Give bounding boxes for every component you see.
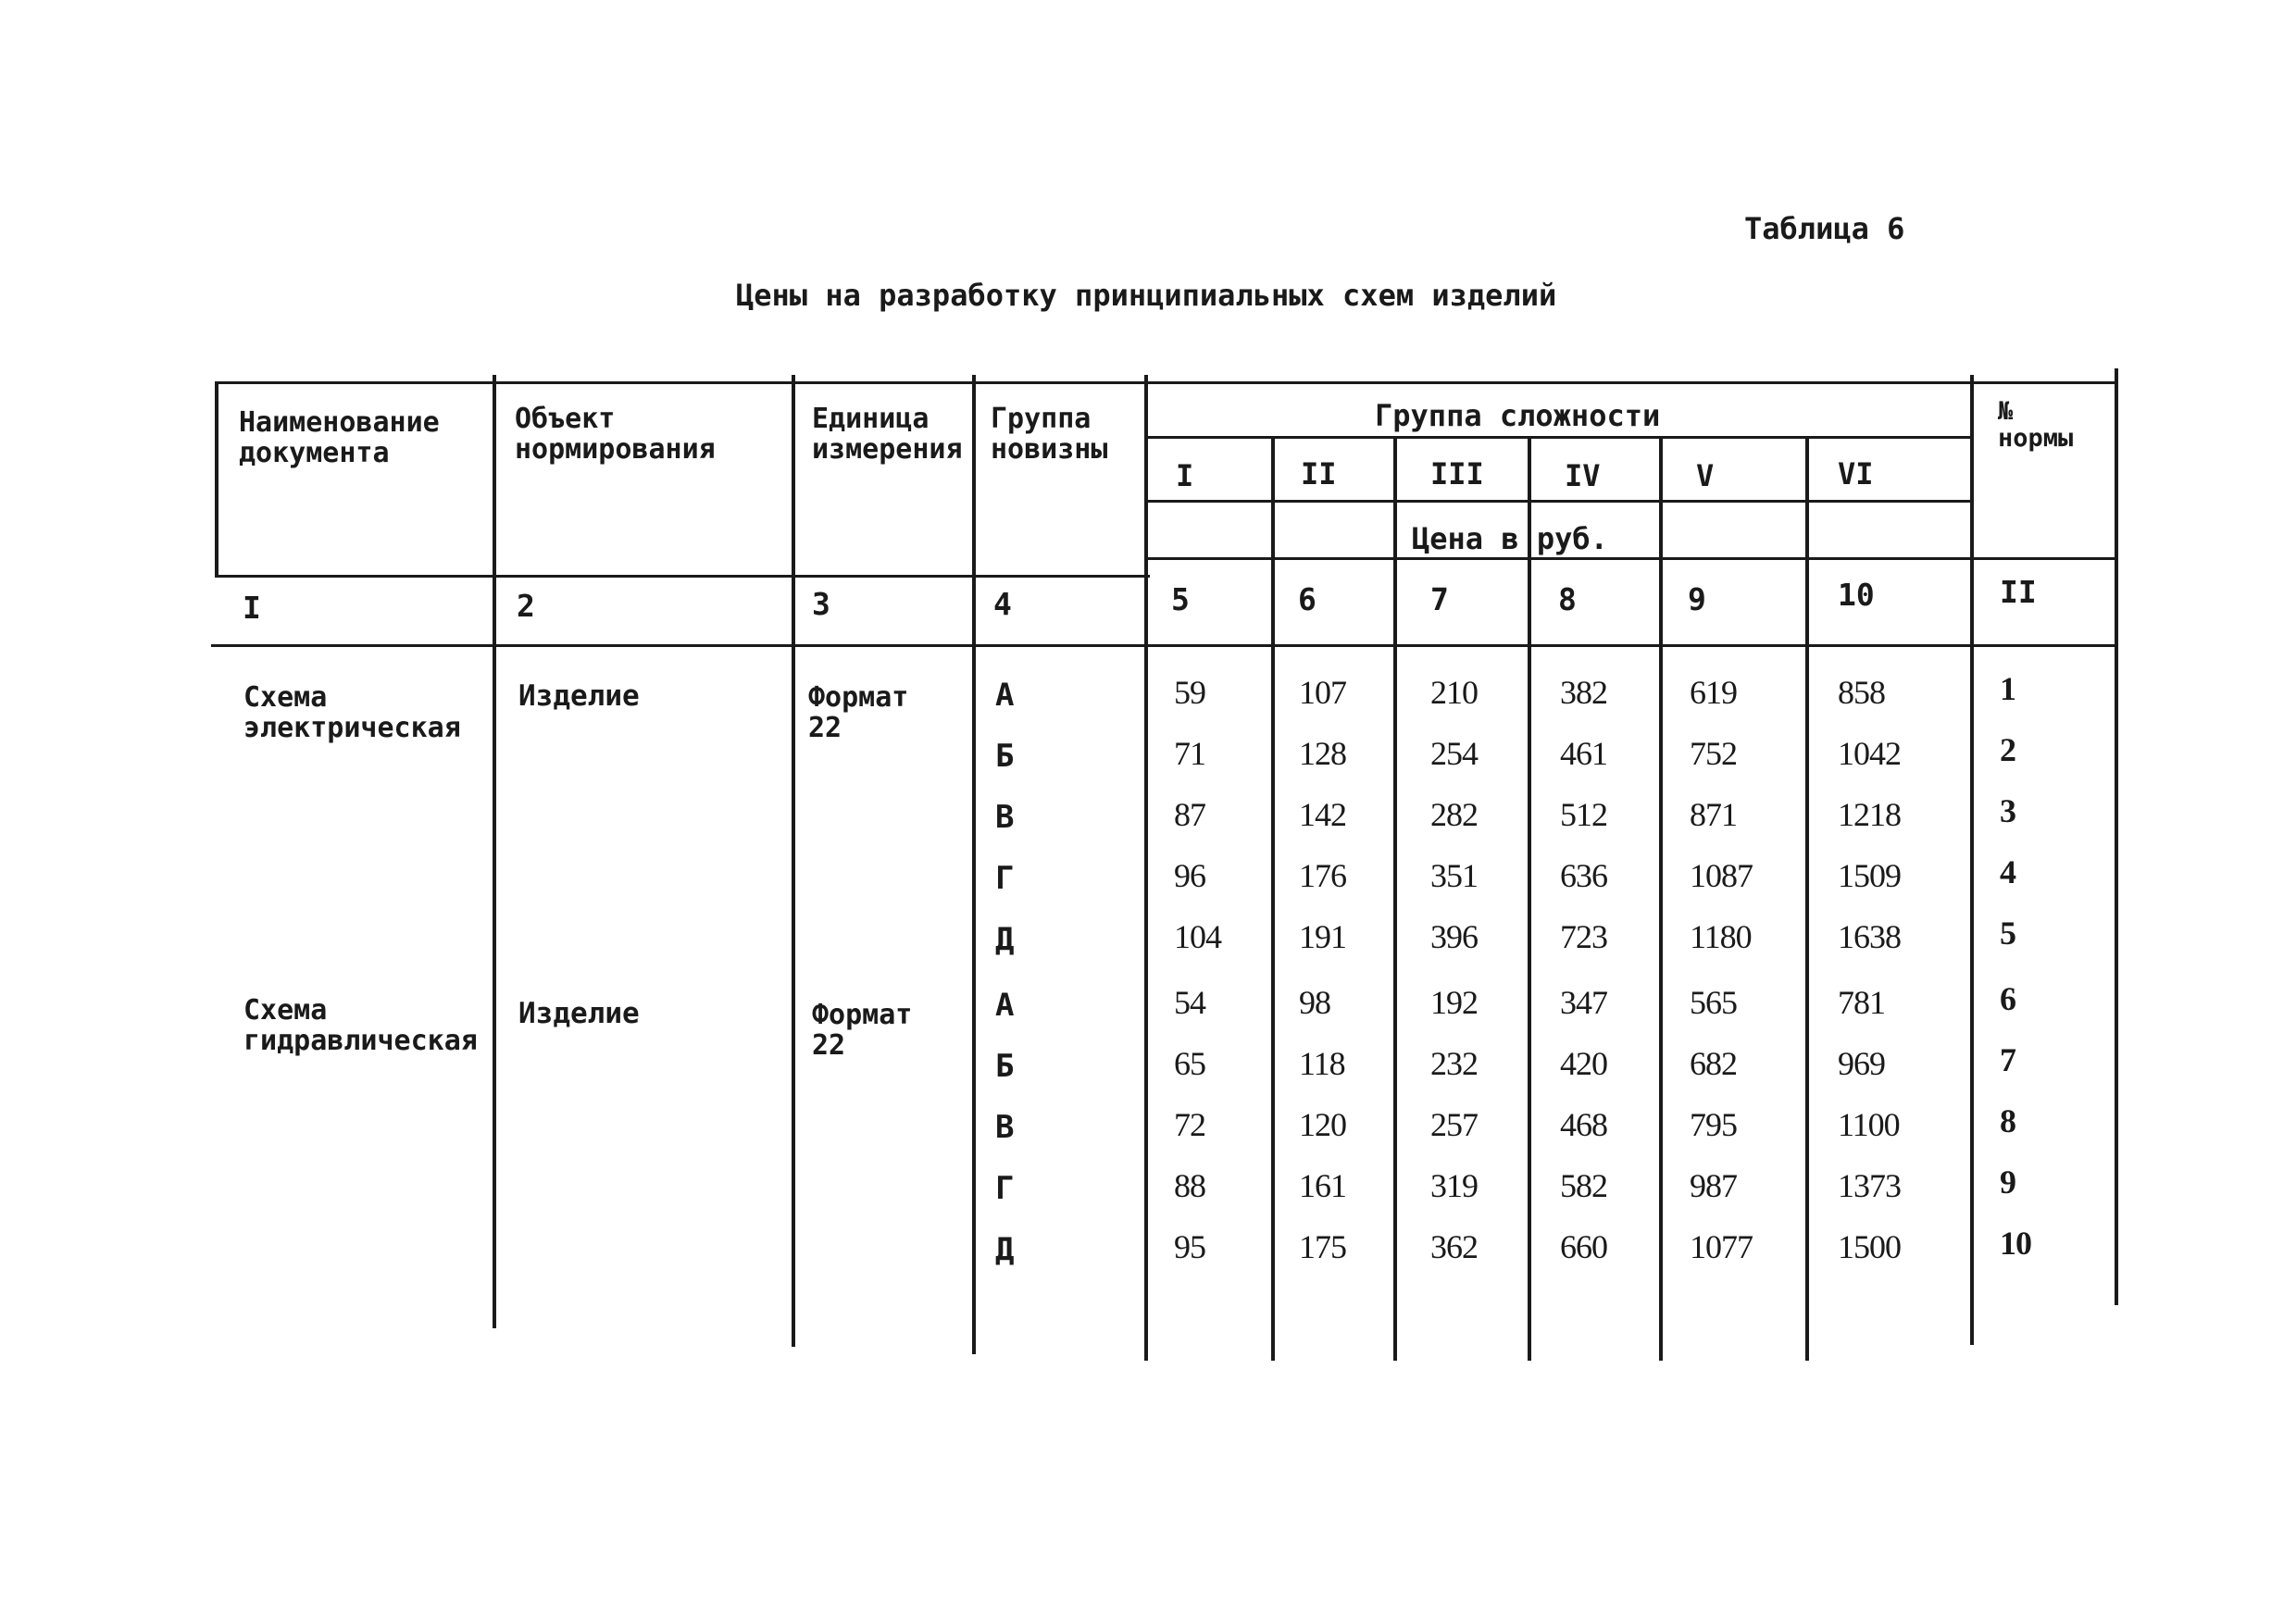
column-number: 7 — [1430, 581, 1449, 617]
price-cell: 1087 — [1690, 857, 1753, 894]
price-cell: 781 — [1838, 984, 1885, 1021]
novelty-group: Б — [995, 738, 1015, 775]
complexity-group-3: III — [1430, 456, 1484, 492]
header-unit: Единица измерения — [812, 403, 963, 466]
complexity-group-1: I — [1176, 458, 1194, 493]
column-number: 9 — [1688, 581, 1706, 617]
price-cell: 969 — [1838, 1045, 1885, 1082]
price-cell: 1509 — [1838, 857, 1901, 894]
header-norm-no: № нормы — [1998, 397, 2074, 453]
numbers-bottom-rule — [211, 644, 2118, 647]
price-cell: 254 — [1430, 735, 1478, 772]
header-novelty: Группа новизны — [991, 403, 1108, 466]
col-line-3 — [972, 375, 976, 1354]
price-cell: 1218 — [1838, 796, 1901, 833]
price-cell: 351 — [1430, 857, 1478, 894]
novelty-group: А — [995, 677, 1015, 714]
table-top-rule — [215, 381, 2118, 384]
col-line-0 — [215, 381, 218, 575]
price-cell: 232 — [1430, 1045, 1478, 1082]
header-bottom-rule — [215, 575, 1150, 578]
price-cell: 54 — [1174, 984, 1205, 1021]
price-cell: 858 — [1838, 674, 1885, 711]
price-cell: 1042 — [1838, 735, 1901, 772]
complexity-group-2: II — [1301, 456, 1337, 492]
price-cell: 210 — [1430, 674, 1478, 711]
section-doc-name: Схема гидравлическая — [243, 994, 478, 1057]
price-cell: 396 — [1430, 918, 1478, 955]
novelty-group: В — [995, 1109, 1015, 1146]
price-cell: 723 — [1560, 918, 1607, 955]
price-cell: 1373 — [1838, 1167, 1901, 1204]
price-cell: 512 — [1560, 796, 1607, 833]
table-label: Таблица 6 — [1744, 211, 1905, 246]
novelty-group: Г — [995, 860, 1015, 897]
header-object: Объект нормирования — [515, 403, 716, 466]
price-cell: 461 — [1560, 735, 1607, 772]
price-cell: 71 — [1174, 735, 1205, 772]
novelty-group: В — [995, 799, 1015, 836]
complexity-group-4: IV — [1565, 458, 1601, 493]
column-number: 3 — [812, 586, 830, 622]
price-cell: 128 — [1299, 735, 1346, 772]
section-object: Изделие — [518, 997, 640, 1030]
norm-number: 3 — [2000, 792, 2015, 829]
col-line-10 — [1970, 375, 1974, 1345]
price-cell: 795 — [1690, 1106, 1737, 1143]
price-cell: 120 — [1299, 1106, 1346, 1143]
novelty-group: А — [995, 987, 1015, 1024]
norm-number: 6 — [2000, 980, 2015, 1017]
norm-number: 8 — [2000, 1102, 2015, 1139]
price-cell: 176 — [1299, 857, 1346, 894]
price-cell: 191 — [1299, 918, 1346, 955]
price-cell: 382 — [1560, 674, 1607, 711]
price-cell: 282 — [1430, 796, 1478, 833]
price-cell: 420 — [1560, 1045, 1607, 1082]
section-unit: Формат 22 — [808, 681, 909, 744]
price-cell: 582 — [1560, 1167, 1607, 1204]
price-cell: 1100 — [1838, 1106, 1900, 1143]
price-cell: 565 — [1690, 984, 1737, 1021]
price-cell: 107 — [1299, 674, 1346, 711]
price-cell: 319 — [1430, 1167, 1478, 1204]
price-cell: 1077 — [1690, 1228, 1753, 1265]
price-cell: 1638 — [1838, 918, 1901, 955]
col-line-8 — [1659, 436, 1663, 1361]
price-cell: 65 — [1174, 1045, 1205, 1082]
price-cell: 142 — [1299, 796, 1346, 833]
price-cell: 87 — [1174, 796, 1205, 833]
header-doc-name: Наименование документа — [239, 406, 440, 469]
header-complexity: Группа сложности — [1375, 398, 1661, 433]
col-line-5 — [1271, 436, 1275, 1361]
price-cell: 1500 — [1838, 1228, 1901, 1265]
price-cell: 72 — [1174, 1106, 1205, 1143]
col-line-6 — [1393, 436, 1397, 1361]
column-number: II — [2000, 574, 2037, 610]
price-cell: 59 — [1174, 674, 1205, 711]
norm-number: 4 — [2000, 853, 2015, 890]
complexity-group-5: V — [1696, 458, 1715, 493]
price-cell: 175 — [1299, 1228, 1346, 1265]
price-cell: 682 — [1690, 1045, 1737, 1082]
novelty-group: Д — [995, 921, 1015, 958]
section-unit: Формат 22 — [812, 999, 913, 1062]
novelty-group: Б — [995, 1048, 1015, 1085]
norm-number: 7 — [2000, 1041, 2015, 1078]
norm-number: 10 — [2000, 1225, 2031, 1262]
price-cell: 104 — [1174, 918, 1221, 955]
price-cell: 98 — [1299, 984, 1330, 1021]
col-line-4 — [1144, 375, 1148, 1361]
section-doc-name: Схема электрическая — [243, 681, 461, 744]
price-cell: 347 — [1560, 984, 1607, 1021]
price-cell: 257 — [1430, 1106, 1478, 1143]
col-line-9 — [1805, 436, 1809, 1361]
norm-number: 9 — [2000, 1164, 2015, 1201]
complexity-group-6: VI — [1838, 456, 1874, 492]
col-line-7 — [1528, 436, 1531, 1361]
price-cell: 96 — [1174, 857, 1205, 894]
column-number: 4 — [993, 586, 1012, 622]
novelty-group: Г — [995, 1170, 1015, 1207]
col-line-1 — [493, 375, 496, 1328]
price-cell: 660 — [1560, 1228, 1607, 1265]
norm-number: 1 — [2000, 670, 2015, 707]
column-number: 8 — [1558, 581, 1577, 617]
norm-number: 2 — [2000, 731, 2015, 768]
price-cell: 88 — [1174, 1167, 1205, 1204]
header-price: Цена в руб. — [1412, 521, 1608, 556]
price-cell: 871 — [1690, 796, 1737, 833]
price-cell: 192 — [1430, 984, 1478, 1021]
novelty-group: Д — [995, 1231, 1015, 1268]
column-number: I — [243, 590, 261, 626]
price-cell: 118 — [1299, 1045, 1345, 1082]
price-cell: 636 — [1560, 857, 1607, 894]
column-number: 6 — [1298, 581, 1316, 617]
column-number: 2 — [517, 588, 535, 624]
column-number: 10 — [1838, 577, 1875, 613]
price-cell: 362 — [1430, 1228, 1478, 1265]
section-object: Изделие — [518, 679, 640, 713]
col-line-2 — [792, 375, 795, 1347]
column-number: 5 — [1171, 581, 1190, 617]
price-cell: 161 — [1299, 1167, 1346, 1204]
col-line-11 — [2115, 368, 2118, 1305]
price-cell: 1180 — [1690, 918, 1752, 955]
price-cell: 619 — [1690, 674, 1737, 711]
price-cell: 752 — [1690, 735, 1737, 772]
norm-number: 5 — [2000, 915, 2015, 952]
price-cell: 987 — [1690, 1167, 1737, 1204]
table-caption: Цены на разработку принципиальных схем изделий — [736, 278, 1557, 313]
price-cell: 468 — [1560, 1106, 1607, 1143]
price-cell: 95 — [1174, 1228, 1205, 1265]
